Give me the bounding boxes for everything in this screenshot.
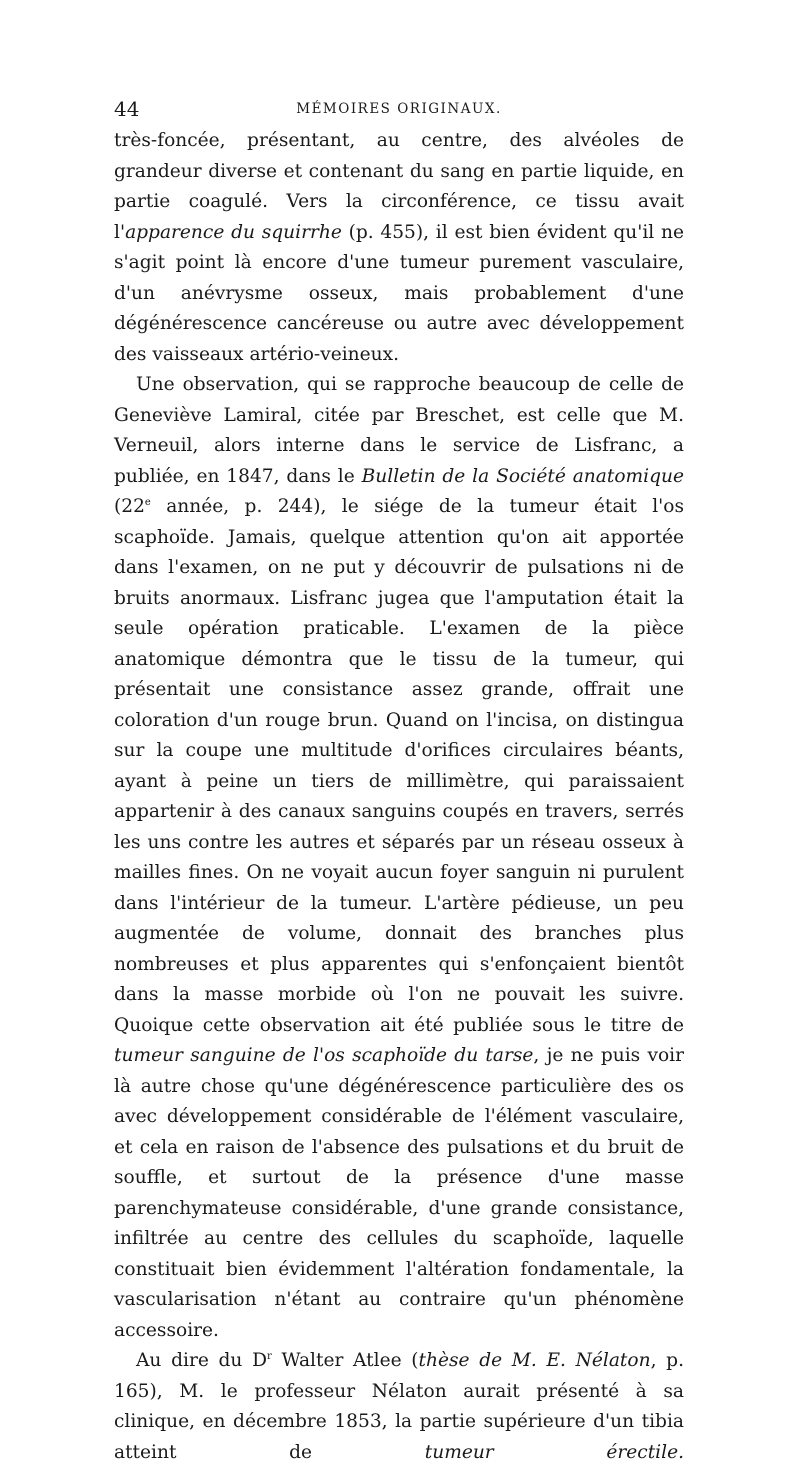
book-page: [114, 92, 684, 1468]
italic-text: apparence du squirrhe: [125, 221, 342, 243]
italic-text: Bulletin de la Société anatomique: [361, 465, 684, 487]
superscript: e: [144, 496, 151, 508]
italic-text: tumeur érectile.: [424, 1441, 684, 1463]
paragraph: [114, 126, 684, 370]
running-title: MÉMOIRES ORIGINAUX.: [296, 101, 502, 117]
text-run: , je ne puis voir là autre chose qu'une dégénérescence particulière des os avec développement considérable de l'élément vasculaire, et cela en raison de l'absence des pulsations et du bruit de souffle, et surtout de la présence d'une masse parenchymateuse considérable, d'une grande consistance, infiltrée au centre des cellules du scaphoïde, laquelle constituait bien évidemment l'altération fondamentale, la vascularisation n'étant au contraire qu'un phénomène accessoire.: [114, 1045, 684, 1341]
paragraph: [114, 1346, 684, 1468]
text-run: très-foncée, présentant, au centre, des alvéoles de grandeur diverse et contenant du sang en partie liquide, en partie coagulé. Vers la circonférence, ce tissu avait l': [114, 130, 684, 243]
text-run: (22: [114, 496, 145, 517]
text-run: Une observation, qui se rapproche beaucoup de celle de Geneviève Lamiral, citée par Breschet, est celle que M. Verneuil, alors interne dans le service de Lisfranc, a publiée, en 1847, dans le: [114, 374, 684, 487]
paragraph: [114, 370, 684, 1346]
italic-text: tumeur sanguine de l'os scaphoïde du tarse: [114, 1045, 534, 1066]
page-number: 44: [114, 97, 140, 121]
italic-text: thèse de M. E. Nélaton: [418, 1350, 651, 1371]
page-header: [114, 92, 684, 126]
text-run: Au dire du D: [136, 1350, 267, 1371]
superscript: r: [267, 1350, 272, 1362]
text-run: , p. 165), M. le professeur Nélaton aurait présenté à sa clinique, en décembre 1853, la partie supérieure d'un tibia atteint de: [114, 1350, 684, 1463]
text-run: Walter Atlee (: [271, 1350, 419, 1371]
text-run: (p. 455), il est bien évident qu'il ne s'agit point là encore d'une tumeur purement vasculaire, d'un anévrysme osseux, mais probablement d'une dégénérescence cancéreuse ou autre avec développement des vaisseaux artério-veineux.: [114, 221, 684, 365]
text-run: année, p. 244), le siége de la tumeur était l'os scaphoïde. Jamais, quelque attention qu'on ait apportée dans l'examen, on ne put y découvrir de pulsations ni de bruits anormaux. Lisfranc jugea que l'amputation était la seule opération praticable. L'examen de la pièce anatomique démontra que le tissu de la tumeur, qui présentait une consistance assez grande, offrait une coloration d'un rouge brun. Quand on l'incisa, on distingua sur la coupe une multitude d'orifices circulaires béants, ayant à peine un tiers de millimètre, qui paraissaient appartenir à des canaux sanguins coupés en travers, serrés les uns contre les autres et séparés par un réseau osseux à mailles fines. On ne voyait aucun foyer sanguin ni purulent dans l'intérieur de la tumeur. L'artère pédieuse, un peu augmentée de volume, donnait des branches plus nombreuses et plus apparentes qui s'enfonçaient bientôt dans la masse morbide où l'on ne pouvait les suivre. Quoique cette observation ait été publiée sous le titre de: [114, 496, 684, 1036]
